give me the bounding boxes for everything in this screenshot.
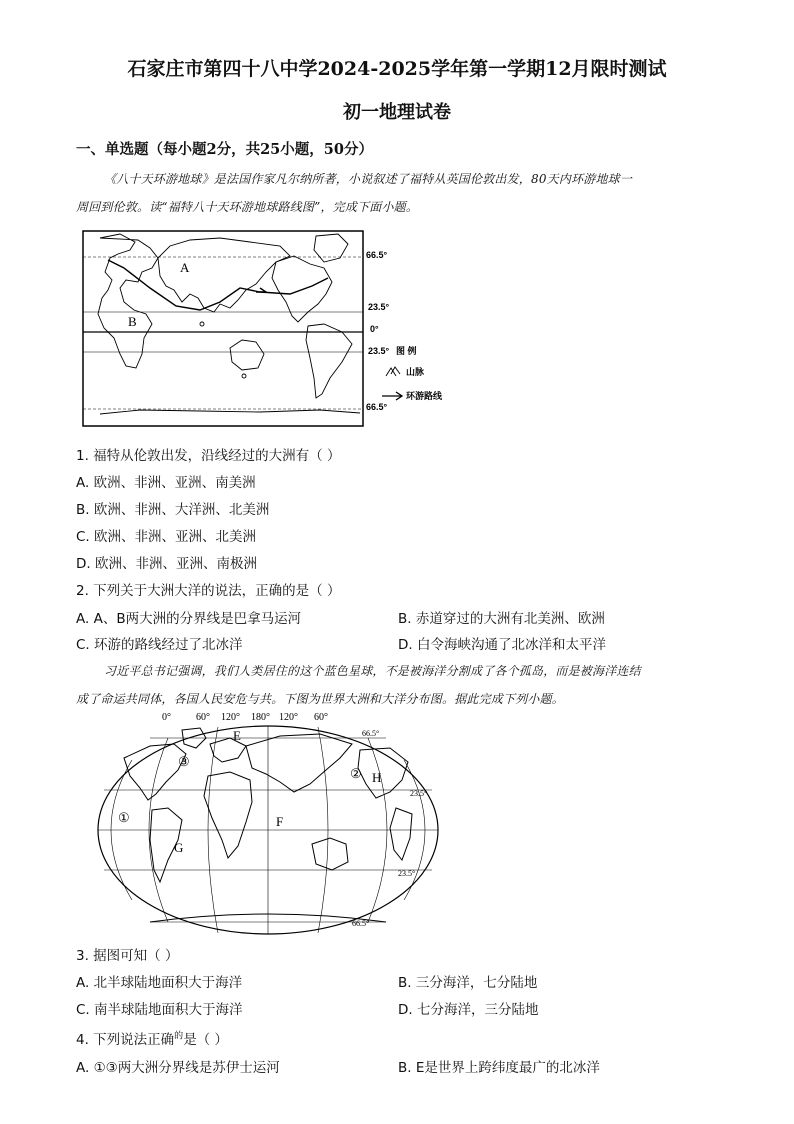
- region-b-label: B: [128, 314, 137, 329]
- q4-stem: [76, 1028, 228, 1048]
- lat-label-0: 0°: [370, 324, 379, 334]
- q3-option-d: D. 七分海洋，三分陆地: [398, 1002, 539, 1018]
- lat-label-66n: 66.5°: [366, 250, 388, 260]
- q4-option-a: A. ①③两大洲分界线是苏伊士运河: [76, 1060, 280, 1076]
- lon-label-0: 0°: [162, 712, 171, 723]
- lat-label-23n: 23.5°: [368, 302, 390, 312]
- legend-title: 图 例: [396, 346, 417, 356]
- legend-mountain-label: 山脉: [406, 367, 425, 377]
- q2-option-c: C. 环游的路线经过了北冰洋: [76, 637, 243, 653]
- q2-option-b: B. 赤道穿过的大洲有北美洲、欧洲: [398, 611, 605, 627]
- q4-option-b: B. E是世界上跨纬度最广的北冰洋: [398, 1060, 600, 1076]
- q2-option-d: D. 白令海峡沟通了北冰洋和太平洋: [398, 637, 606, 653]
- exam-subtitle: 初一地理试卷: [343, 102, 451, 123]
- map2-lat-23n: 23.5°: [410, 789, 428, 798]
- section-heading: 一、单选题（每小题2分，共25小题，50分）: [76, 141, 373, 158]
- passage1-line1: 《八十天环游地球》是法国作家凡尔纳所著，小说叙述了福特从英国伦敦出发，80天内环游地球一: [104, 172, 633, 186]
- q3-option-a: A. 北半球陆地面积大于海洋: [76, 975, 243, 991]
- passage1-line2: 周回到伦敦。读“福特八十天环游地球路线图”，完成下面小题。: [76, 200, 419, 214]
- q1-option-a: A. 欧洲、非洲、亚洲、南美洲: [76, 475, 256, 491]
- q4-stem-sup: 的: [174, 1031, 184, 1042]
- route-arrow-icon: [382, 392, 402, 400]
- q2-stem: 2. 下列关于大洲大洋的说法，正确的是（ ）: [76, 583, 341, 599]
- region-3-label: ③: [178, 754, 190, 769]
- region-a-label: A: [180, 260, 190, 275]
- q1-option-b: B. 欧洲、非洲、大洋洲、北美洲: [76, 502, 270, 518]
- lon-label-180: 180°: [251, 712, 270, 723]
- map2-lat-23s: 23.5°: [398, 869, 416, 878]
- region-f-label: F: [276, 814, 284, 829]
- lon-label-60w: 60°: [314, 712, 328, 723]
- exam-title: 石家庄市第四十八中学2024-2025学年第一学期12月限时测试: [127, 58, 667, 80]
- q3-option-c: C. 南半球陆地面积大于海洋: [76, 1002, 243, 1018]
- lon-label-120e: 120°: [221, 712, 240, 723]
- q3-stem: 3. 据图可知（ ）: [76, 948, 179, 964]
- lon-label-60e: 60°: [196, 712, 210, 723]
- map1-frame: [83, 231, 363, 426]
- region-h-label: H: [372, 770, 382, 785]
- lat-label-66s: 66.5°: [366, 402, 388, 412]
- region-2-label: ②: [350, 766, 362, 781]
- world-route-map: [80, 228, 460, 430]
- region-g-label: G: [174, 840, 184, 855]
- lat-label-23s: 23.5°: [368, 346, 390, 356]
- map2-lat-66s: 66.5°: [352, 919, 370, 928]
- passage2-line2: 成了命运共同体，各国人民安危与共。下图为世界大洲和大洋分布图。据此完成下列小题。: [76, 692, 565, 706]
- world-continents-oceans-map: [90, 710, 450, 940]
- mountain-legend-icon: [386, 367, 400, 376]
- passage2-line1: 习近平总书记强调，我们人类居住的这个蓝色星球，不是被海洋分割成了各个孤岛，而是被海洋连结: [104, 664, 641, 678]
- lon-label-120w: 120°: [279, 712, 298, 723]
- q2-option-a: A. A、B两大洲的分界线是巴拿马运河: [76, 611, 302, 627]
- legend-route-label: 环游路线: [406, 391, 443, 401]
- region-e-label: E: [233, 728, 241, 743]
- q1-stem: 1. 福特从伦敦出发，沿线经过的大洲有（ ）: [76, 448, 341, 464]
- map2-lat-66n: 66.5°: [362, 729, 380, 738]
- q1-option-d: D. 欧洲、非洲、亚洲、南极洲: [76, 556, 257, 572]
- q4-stem-prefix: 4. 下列说法正确: [76, 1032, 175, 1048]
- q3-option-b: B. 三分海洋，七分陆地: [398, 975, 538, 991]
- region-1-label: ①: [118, 810, 130, 825]
- q4-stem-suffix: 是（ ）: [183, 1032, 228, 1048]
- q1-option-c: C. 欧洲、非洲、亚洲、北美洲: [76, 529, 257, 545]
